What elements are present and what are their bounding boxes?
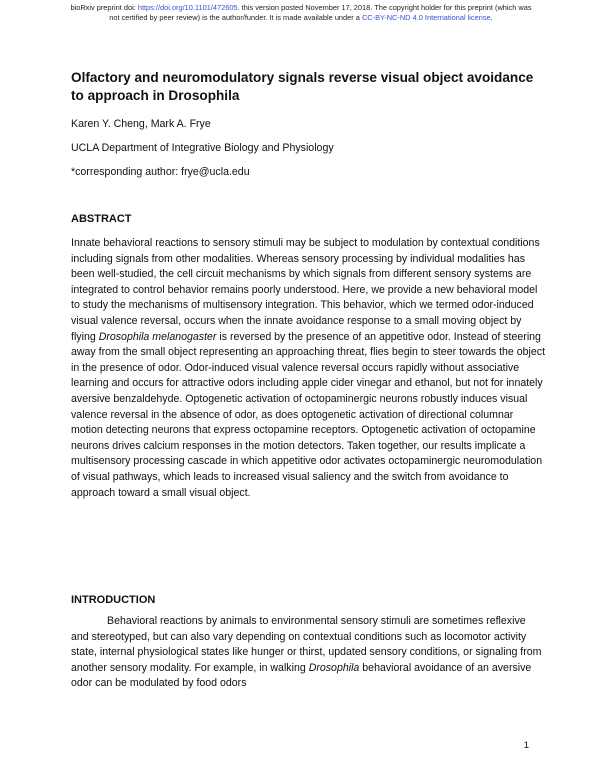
introduction-heading: INTRODUCTION <box>71 594 156 606</box>
header-suffix: . this version posted November 17, 2018. The copyright holder for this preprint (which was <box>237 3 532 12</box>
paper-title: Olfactory and neuromodulatory signals reverse visual object avoidance to approach in Drosophila <box>71 70 534 103</box>
authors: Karen Y. Cheng, Mark A. Frye <box>71 118 211 130</box>
abstract-heading: ABSTRACT <box>71 213 132 225</box>
species-name: Drosophila melanogaster <box>98 330 217 343</box>
affiliation: UCLA Department of Integrative Biology and Physiology <box>71 142 334 154</box>
header-suffix-2: . <box>490 12 493 22</box>
abstract-paragraph <box>71 236 546 501</box>
header-line-1 <box>20 3 582 13</box>
header-prefix: bioRxiv preprint doi: <box>70 3 138 12</box>
intro-species-name: Drosophila <box>308 661 360 674</box>
introduction-paragraph <box>71 614 546 692</box>
header-prefix-2: not certified by peer review) is the author/funder. It is made available under a <box>109 12 362 22</box>
header-line-2 <box>20 13 582 23</box>
abstract-text-1: Innate behavioral reactions to sensory stimuli may be subject to modulation by contextual conditions including signals from other modalities. Whereas sensory processing by individual modalities has been well-studied, the cell circuit mechanisms by which signals from different sensory systems are integrated to control behavior remains poorly understood. Here, we provide a new behavioral model to study the mechanisms of multisensory integration. This behavior, which we termed odor-induced visual valence reversal, occurs when the innate avoidance response to a small moving object by flying <box>71 237 540 343</box>
corresponding-author: *corresponding author: frye@ucla.edu <box>71 166 250 178</box>
intro-text-2: behavioral avoidance of an aversive odor can be modulated by food odors <box>71 661 532 690</box>
intro-text-1: Behavioral reactions by animals to environmental sensory stimuli are sometimes reflexive and stereotyped, but can also vary depending on contextual conditions such as locomotor activity state, internal physiological states like hunger or thirst, updated sensory conditions, or signaling from another sensory modality. For example, in walking <box>71 615 542 674</box>
abstract-text-2: is reversed by the presence of an appetitive odor. Instead of steering away from the small object representing an approaching threat, flies begin to steer towards the object in the presence of odor. Odor-induced visual valence reversal occurs rapidly without associative learning and occurs for attractive odors including apple cider vinegar and ethanol, but not for innately aversive benzaldehyde. Optogenetic activation of octopaminergic neurons robustly induces visual valence reversal in the absence of odor, as does optogenetic activation of directional columnar motion detecting neurons that express octopamine receptors. Optogenetic activation of octopamine neurons drives calcium responses in the motion detectors. Taken together, our results implicate a multisensory processing cascade in which appetitive odor activates octopaminergic neuromodulation of visual pathways, which leads to increased visual saliency and the switch from avoidance to approach toward a small visual object. <box>71 330 546 499</box>
page-number: 1 <box>523 740 529 751</box>
introduction-body <box>71 614 546 692</box>
preprint-header <box>20 3 582 22</box>
doi-link[interactable]: https://doi.org/10.1101/472605 <box>137 3 238 12</box>
license-link[interactable]: CC-BY-NC-ND 4.0 International license <box>361 12 491 22</box>
abstract-body <box>71 236 546 501</box>
